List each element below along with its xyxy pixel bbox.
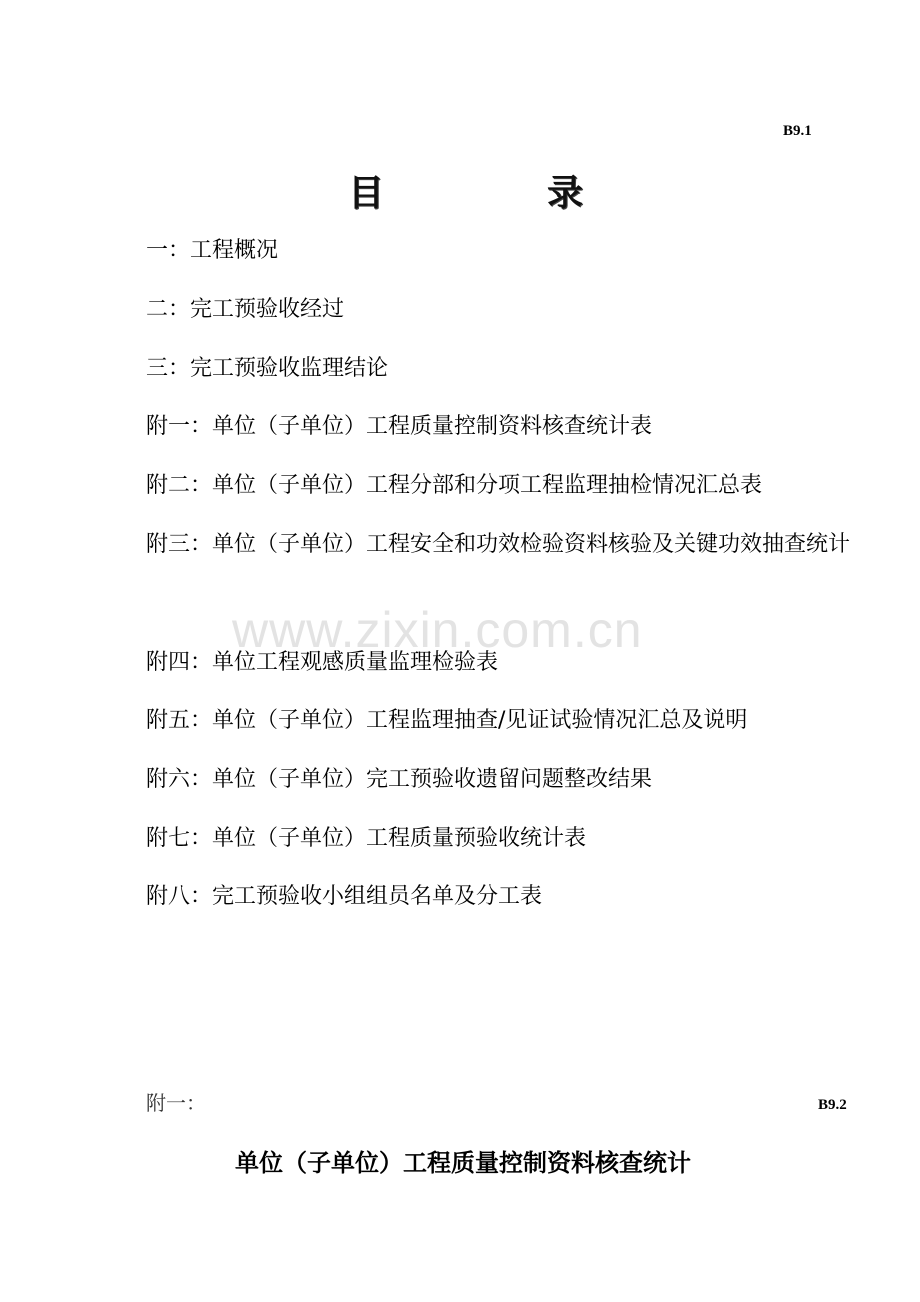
toc-item: 二：完工预验收经过 [146,297,345,322]
appendix-form-code: B9.2 [818,1097,847,1113]
toc-item: 附五：单位（子单位）工程监理抽查/见证试验情况汇总及说明 [146,708,748,733]
page-title-char-1: 目 [348,173,385,214]
appendix-label: 附一： [146,1091,206,1115]
form-code: B9.1 [783,123,812,139]
toc-item: 附二：单位（子单位）工程分部和分项工程监理抽检情况汇总表 [146,473,763,498]
toc-item: 附四：单位工程观感质量监理检验表 [146,650,499,675]
appendix-title: 单位（子单位）工程质量控制资料核查统计 [235,1149,691,1177]
watermark: www.zixin.com.cn [232,602,643,658]
toc-item: 附八：完工预验收小组组员名单及分工表 [146,884,543,909]
toc-item: 附一：单位（子单位）工程质量控制资料核查统计表 [146,414,653,439]
toc-item: 一：工程概况 [146,238,279,263]
toc-item: 三：完工预验收监理结论 [146,356,389,381]
toc-item: 附三：单位（子单位）工程安全和功效检验资料核验及关键功效抽查统计 [146,532,851,557]
page-title-char-2: 录 [547,173,584,214]
toc-item: 附六：单位（子单位）完工预验收遗留问题整改结果 [146,767,653,792]
toc-item: 附七：单位（子单位）工程质量预验收统计表 [146,826,587,851]
